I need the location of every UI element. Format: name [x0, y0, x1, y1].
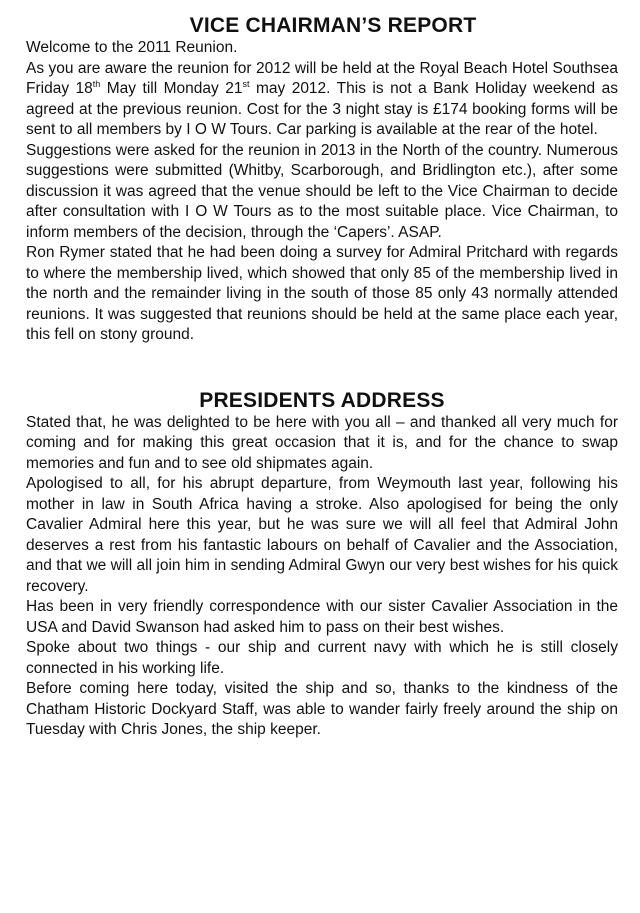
presidents-address-paragraph: Before coming here today, visited the ship and so, thanks to the kindness of the Chatham Historic Dockyard Staff, was able to wander fairly freely around the ship on Tuesday with Chris Jones, the ship keeper. — [26, 680, 618, 738]
vice-chairman-report-section — [26, 14, 618, 346]
reunion-2013-paragraph: Suggestions were asked for the reunion in 2013 in the North of the country. Numerous suggestions were submitted (Whitby, Scarborough, and Bridlington etc.), after some discussion it was agreed that the venue should be left to the Vice Chairman to decide after consultation with I O W Tours as to the most suitable place. Vice Chairman, to inform members of the decision, through the ‘Capers’. ASAP. — [26, 141, 618, 241]
presidents-address-heading: PRESIDENTS ADDRESS — [199, 388, 445, 412]
ordinal-suffix-st: st — [242, 78, 250, 89]
reunion-2012-text-3: may 2012. This is not a Bank Holiday weekend as agreed at the previous reunion. Cost for the 3 night stay is £174 booking forms will be sent to all members by I O W Tours. Car parking is available at the rear of the hotel. — [26, 80, 619, 138]
presidents-address-paragraph: Spoke about two things - our ship and current navy with which he is still closely connected in his working life. — [26, 639, 618, 677]
presidents-address-paragraph: Apologised to all, for his abrupt departure, from Weymouth last year, following his mother in law in South Africa having a stroke. Also apologised for being the only Cavalier Admiral here this year, but he was sure we will all feel that Admiral John deserves a rest from his fantastic labours on behalf of Cavalier and the Association, and that we will all join him in sending Admiral Gwyn our very best wishes for his quick recovery. — [26, 475, 618, 595]
survey-paragraph: Ron Rymer stated that he had been doing a survey for Admiral Pritchard with regards to where the membership lived, which showed that only 85 of the membership lived in the north and the remainder living in the south of those 85 only 43 normally attended reunions. It was suggested that reunions should be held at the same place each year, this fell on stony ground. — [26, 244, 618, 343]
presidents-address-paragraph: Stated that, he was delighted to be here with you all – and thanked all very much for coming and for making this great occasion that it is, and for the chance to swap memories and fun and to see old shipmates again. — [26, 413, 618, 472]
reunion-2012-text-2: May till Monday 21 — [100, 80, 243, 97]
reunion-2012-paragraph — [26, 59, 618, 141]
presidents-address-section — [26, 389, 618, 741]
welcome-paragraph: Welcome to the 2011 Reunion. — [26, 39, 238, 56]
vice-chairman-report-heading: VICE CHAIRMAN’S REPORT — [189, 14, 477, 37]
presidents-address-paragraph: Has been in very friendly correspondence with our sister Cavalier Association in the USA and David Swanson had asked him to pass on their best wishes. — [26, 598, 618, 636]
ordinal-suffix-th: th — [92, 78, 101, 89]
reunion-2012-text-1: As you are aware the reunion for 2012 will be held at the Royal Beach Hotel Southsea Friday 18 — [26, 59, 618, 97]
